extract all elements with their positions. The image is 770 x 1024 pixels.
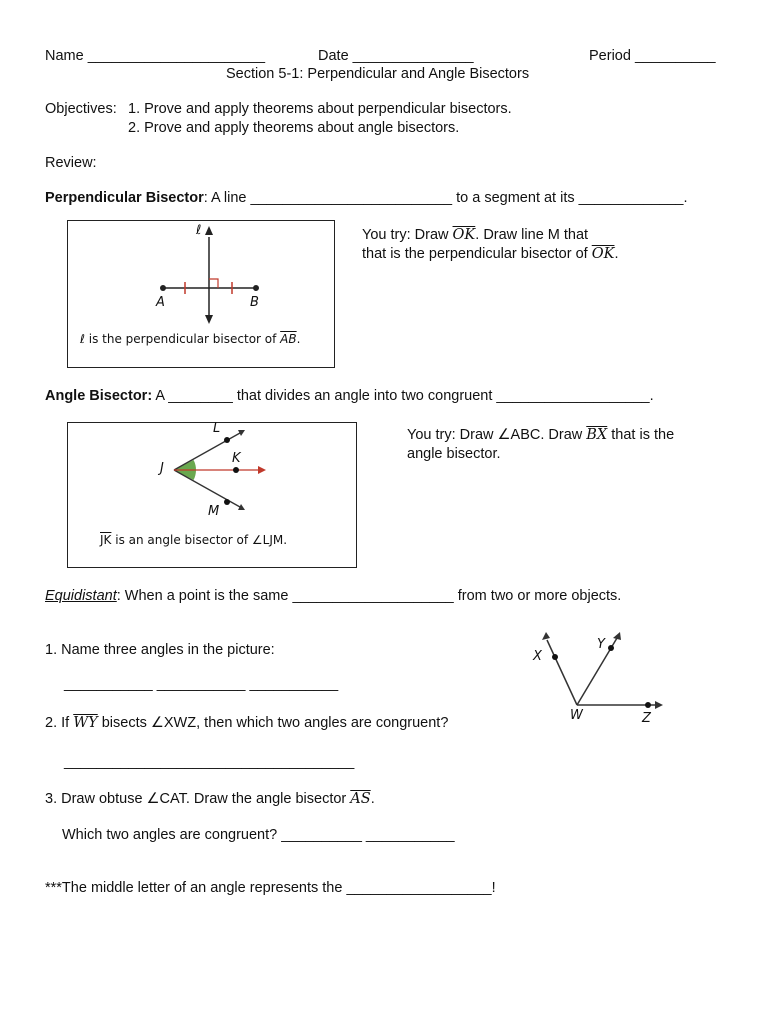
label-b: B [250,295,259,310]
question-2: 2. If $\overline{WY}$ bisects ∠XWZ, then which two angles are congruent? [45,715,449,731]
label-ell: ℓ [196,223,202,238]
label-y: Y [597,637,605,652]
objective-1: 1. Prove and apply theorems about perpendicular bisectors. [128,101,512,117]
angle-you-try-2: angle bisector. [407,446,501,462]
question-2-blank[interactable]: ____________________________________ [64,754,355,770]
perp-bisector-figure [67,220,335,368]
label-k: K [232,451,241,466]
objective-2: 2. Prove and apply theorems about angle bisectors. [128,120,460,136]
perp-bisector-text: : A line _________________________ to a segment at its _____________. [203,190,688,206]
question-3-congruent[interactable]: Which two angles are congruent? __________ ___________ [62,827,455,843]
equidistant-text: : When a point is the same ____________________ from two or more objects. [116,588,622,604]
angle-you-try-1: You try: Draw ∠ABC. Draw $\overline{BX}$ that is the [407,427,675,443]
question-3: 3. Draw obtuse ∠CAT. Draw the angle bisector $\overline{AS}$. [45,791,375,807]
label-l: L [213,421,221,436]
angle-bisector-definition [45,388,654,404]
section-title: Section 5-1: Perpendicular and Angle Bisectors [226,66,530,82]
question-1: 1. Name three angles in the picture: [45,642,275,658]
label-z: Z [642,711,651,726]
period-field[interactable]: Period __________ [589,48,716,64]
perp-you-try-2: that is the perpendicular bisector of $\overline{OK}$. [362,246,619,262]
question-1-blanks[interactable]: ___________ ___________ ___________ [64,676,339,692]
perp-bisector-term: Perpendicular Bisector [45,190,204,206]
middle-letter-note[interactable]: ***The middle letter of an angle represents the __________________! [45,880,496,896]
date-field[interactable]: Date _______________ [318,48,474,64]
label-a: A [156,295,165,310]
name-field[interactable]: Name ______________________ [45,48,266,64]
angle-bisector-text: A ________ that divides an angle into two congruent ___________________. [152,388,654,404]
label-j: J [160,461,164,476]
label-x: X [533,649,542,664]
angle-bisector-figure [67,422,357,568]
objectives-label: Objectives: [45,101,117,117]
review-heading: Review: [45,155,97,171]
perp-you-try-1: You try: Draw $\overline{OK}$. Draw line M that [362,227,589,243]
perp-bisector-definition [45,190,688,206]
xwyz-figure [525,628,675,728]
angle-figure-caption: $\overline{JK}$ is an angle bisector of ∠LJM. [100,533,288,547]
label-w: W [570,708,583,723]
equidistant-definition [45,588,621,604]
equidistant-term: Equidistant [45,588,117,604]
angle-bisector-term: Angle Bisector: [45,388,153,404]
label-m: M [208,504,220,519]
perp-figure-caption: ℓ is the perpendicular bisector of $\overline{AB}$. [80,332,301,346]
